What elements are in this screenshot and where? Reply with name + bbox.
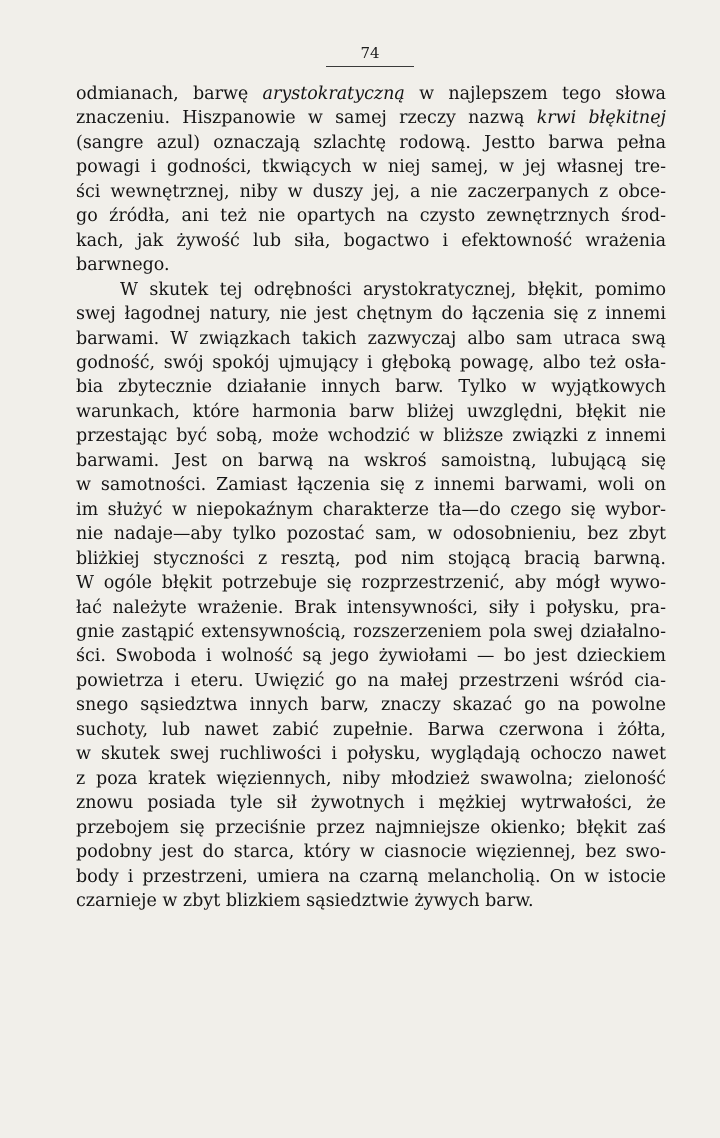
text-run: odmianach, barwę [76,84,263,104]
text-run: w samotności. Zamiast łączenia się z innemi barwami, woli on [76,475,666,496]
text-line [76,327,666,351]
text-line [76,644,666,668]
text-line [76,106,666,130]
text-run: suchoty, lub nawet zabić zupełnie. Barwa czerwona i żółta, [76,719,666,740]
text-line [76,229,666,253]
text-line [76,791,666,815]
text-line [76,253,666,277]
text-run: body i przestrzeni, umiera na czarną melancholią. On w istocie [76,866,666,887]
text-line [76,498,666,522]
text-line [76,180,666,204]
text-line [76,547,666,571]
text-run: znowu posiada tyle sił żywotnych i mężkiej wytrwałości, że [76,793,666,814]
text-line [76,620,666,644]
text-line [76,375,666,399]
italic-phrase: arystokratyczną [262,84,405,104]
text-run: ści wewnętrznej, niby w duszy jej, a nie zaczerpanych z obce- [76,181,666,202]
italic-phrase: krwi błękitnej [536,108,666,129]
text-run: powietrza i eteru. Uwięzić go na małej przestrzeni wśród cia- [76,670,666,691]
text-run: kach, jak żywość lub siła, bogactwo i efektowność wrażenia [76,230,666,251]
text-run: snego sąsiedztwa innych barw, znaczy skazać go na powolne [76,695,666,716]
text-run: znaczeniu. Hiszpanowie w samej rzeczy nazwą [76,108,537,129]
text-line [76,302,666,326]
text-line [76,131,666,155]
text-run: (sangre azul) oznaczają szlachtę rodową. Jestto barwa pełna [76,132,666,153]
text-run: godność, swój spokój ujmujący i głęboką powagę, albo też osła- [76,352,666,373]
text-line [76,449,666,473]
text-run: warunkach, które harmonia barw bliżej uwzględni, błękit nie [76,401,666,422]
text-run: podobny jest do starca, który w ciasnocie więziennej, bez swo- [76,842,666,863]
page-number: 74 [360,44,380,62]
text-line [76,742,666,766]
text-run: ści. Swoboda i wolność są jego żywiołami — bo jest dzieckiem [76,646,666,667]
text-run: w skutek swej ruchliwości i połysku, wyglądają ochoczo nawet [76,744,666,765]
text-run: barwnego. [76,255,170,276]
text-run: w najlepszem tego słowa [404,84,666,104]
text-line [76,718,666,742]
body-text [76,82,666,913]
text-run: bia zbytecznie działanie innych barw. Tylko w wyjątkowych [76,377,666,398]
text-run: swej łagodnej natury, nie jest chętnym do łączenia się z innemi [76,304,666,325]
text-run: go źródła, ani też nie opartych na czysto zewnętrznych środ- [76,206,666,227]
text-line [76,693,666,717]
text-line [76,400,666,424]
text-line [76,204,666,228]
text-line [76,816,666,840]
text-line [76,767,666,791]
text-line [76,596,666,620]
text-line [76,155,666,179]
page-number-rule [326,66,414,67]
text-run: z poza kratek więziennych, niby młodzież swawolna; zieloność [76,768,666,789]
text-line [76,351,666,375]
text-run: W skutek tej odrębności arystokratycznej, błękit, pomimo [120,279,666,300]
text-line [76,840,666,864]
text-run: W ogóle błękit potrzebuje się rozprzestrzenić, aby mógł wywo- [76,573,666,594]
text-run: bliżkiej styczności z resztą, pod nim stojącą bracią barwną. [76,548,666,569]
text-run: przestając być sobą, może wchodzić w bliższe związki z innemi [76,426,666,447]
text-line [76,473,666,497]
text-run: barwami. W związkach takich zazwyczaj albo sam utraca swą [76,328,666,349]
text-run: im służyć w niepokaźnym charakterze tła—do czego się wybor- [76,499,666,520]
text-run: przebojem się przeciśnie przez najmniejsze okienko; błękit zaś [76,817,666,838]
text-run: powagi i godności, tkwiących w niej samej, w jej własnej tre- [76,157,666,178]
text-line [76,865,666,889]
text-line [76,571,666,595]
text-run: gnie zastąpić extensywnością, rozszerzeniem pola swej działalno- [76,621,666,642]
text-line [76,522,666,546]
text-line [76,82,666,106]
text-line [76,278,666,302]
text-run: czarnieje w zbyt blizkiem sąsiedztwie żywych barw. [76,890,534,911]
text-line [76,669,666,693]
text-run: łać należyte wrażenie. Brak intensywności, siły i połysku, pra- [76,597,666,618]
text-line [76,889,666,913]
text-run: barwami. Jest on barwą na wskroś samoistną, lubującą się [76,450,666,471]
text-line [76,424,666,448]
text-run: nie nadaje—aby tylko pozostać sam, w odosobnieniu, bez zbyt [76,524,666,545]
